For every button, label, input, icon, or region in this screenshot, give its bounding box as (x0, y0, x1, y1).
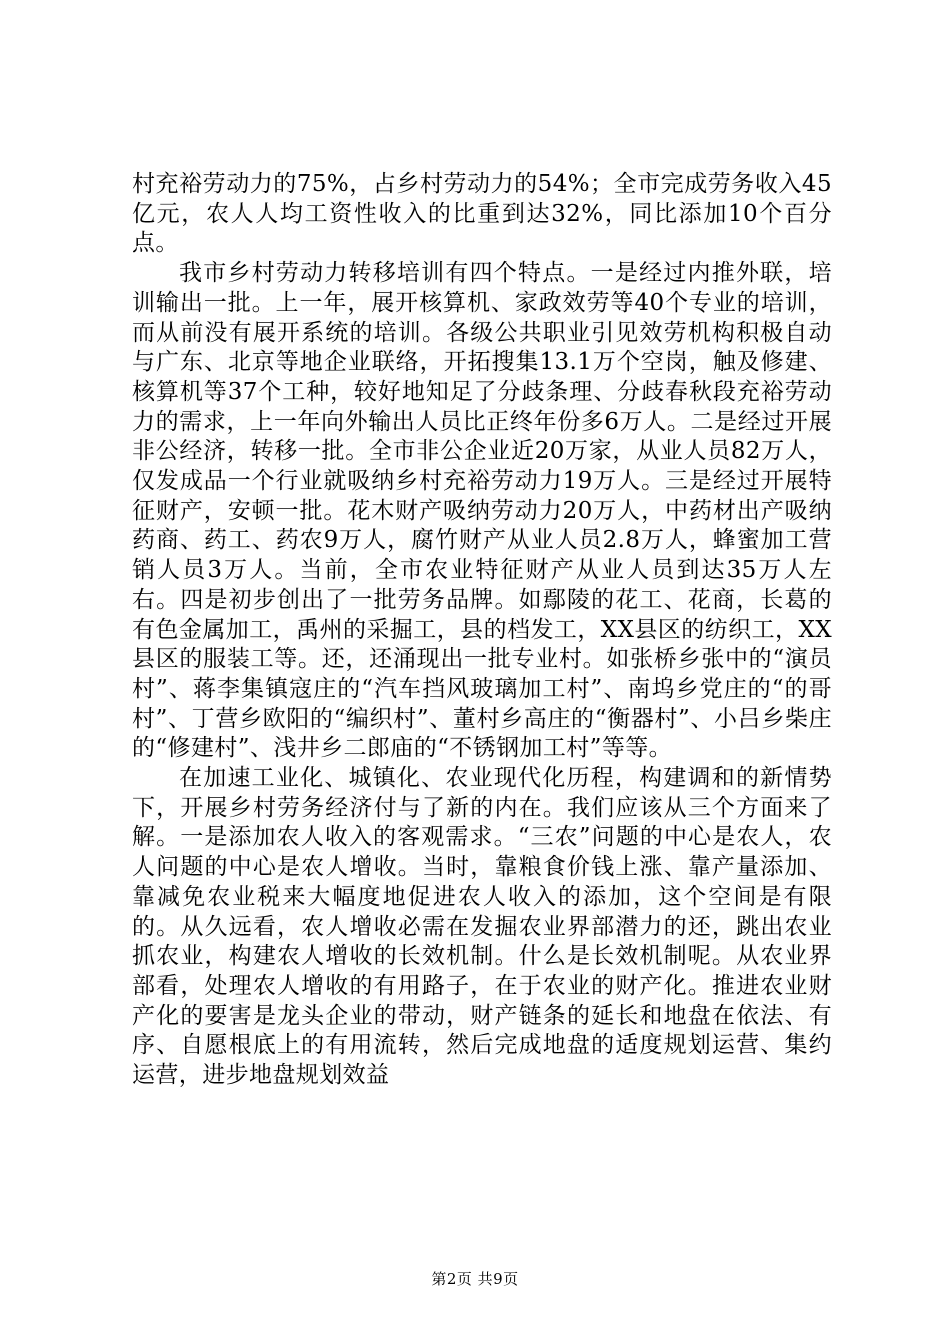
paragraph-labor-economy: 在加速工业化、城镇化、农业现代化历程，构建调和的新情势下，开展乡村劳务经济付与了新的内在。我们应该从三个方面来了解。一是添加农人收入的客观需求。“三农”问题的中心是农人，农人问题的中心是农人增收。当时，靠粮食价钱上涨、靠产量添加、靠减免农业税来大幅度地促进农人收入的添加，这个空间是有限的。从久远看，农人增收必需在发掘农业界部潜力的还，跳出农业抓农业，构建农人增收的长效机制。什么是长效机制呢。从农业界部看，处理农人增收的有用路子，在于农业的财产化。推进农业财产化的要害是龙头企业的带动，财产链条的延长和地盘在依法、有序、自愿根底上的有用流转，然后完成地盘的适度规划运营、集约运营，进步地盘规划效益 (132, 765, 832, 1089)
paragraph-training-features: 我市乡村劳动力转移培训有四个特点。一是经过内推外联，培训输出一批。上一年，展开核算机、家政效劳等40个专业的培训，而从前没有展开系统的培训。各级公共职业引见效劳机构积极自动与广东、北京等地企业联络，开拓搜集13.1万个空岗，触及修建、核算机等37个工种，较好地知足了分歧条理、分歧春秋段充裕劳动力的需求，上一年向外输出人员比正终年份多6万人。二是经过开展非公经济，转移一批。全市非公企业近20万家，从业人员82万人，仅发成品一个行业就吸纳乡村充裕劳动力19万人。三是经过开展特征财产，安顿一批。花木财产吸纳劳动力20万人，中药材出产吸纳药商、药工、药农9万人，腐竹财产从业人员2.8万人，蜂蜜加工营销人员3万人。当前，全市农业特征财产从业人员到达35万人左右。四是初步创出了一批劳务品牌。如鄢陵的花工、花商，长葛的有色金属加工，禹州的采掘工，县的档发工，XX县区的纺织工，XX县区的服装工等。还，还涌现出一批专业村。如张桥乡张中的“演员村”、蒋李集镇寇庄的“汽车挡风玻璃加工村”、南坞乡党庄的“的哥村”、丁营乡欧阳的“编织村”、董村乡高庄的“衡器村”、小吕乡柴庄的“修建村”、浅井乡二郎庙的“不锈钢加工村”等等。 (132, 260, 832, 762)
paragraph-continuation: 村充裕劳动力的75%，占乡村劳动力的54%；全市完成劳务收入45亿元，农人人均工资性收入的比重到达32%，同比添加10个百分点。 (132, 171, 832, 257)
document-body (132, 170, 832, 1091)
page-footer: 第2页 共9页 (431, 1270, 519, 1288)
